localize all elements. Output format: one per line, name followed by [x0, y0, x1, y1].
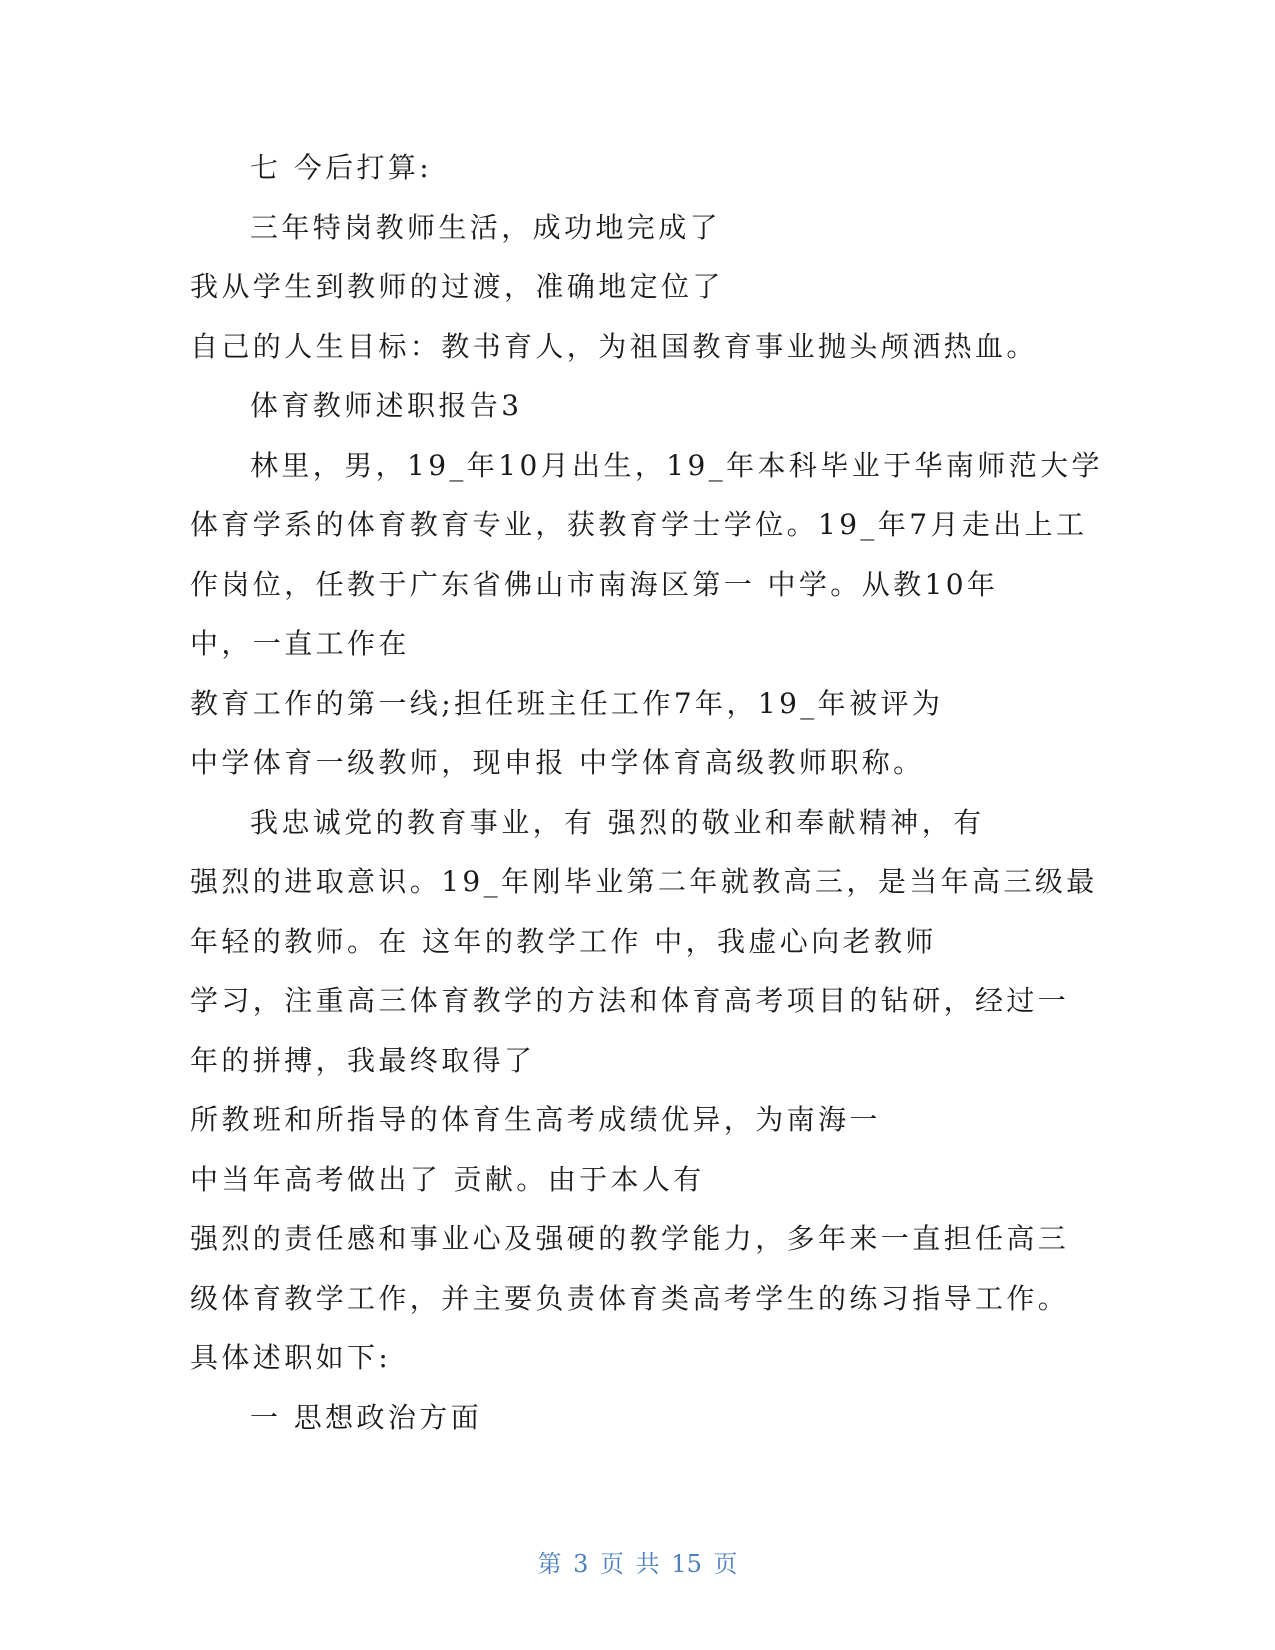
- section-heading-future-plans: 七 今后打算:: [250, 151, 433, 184]
- page-number-footer: 第 3 页 共 15 页: [537, 1550, 738, 1578]
- paragraph-line: 三年特岗教师生活，成功地完成了: [250, 210, 722, 244]
- paragraph-line: 教育工作的第一线;担任班主任工作7年，19_年被评为: [190, 686, 944, 720]
- paragraph-line: 年的拼搏，我最终取得了: [190, 1043, 536, 1077]
- section-heading-political: 一 思想政治方面: [250, 1400, 483, 1434]
- paragraph-line: 级体育教学工作，并主要负责体育类高考学生的练习指导工作。: [190, 1281, 1070, 1315]
- paragraph-line: 年轻的教师。在 这年的教学工作 中，我虚心向老教师: [190, 924, 937, 958]
- paragraph-line: 体育学系的体育教育专业，获教育学士学位。19_年7月走出上工: [190, 508, 1088, 541]
- paragraph-line: 中学体育一级教师，现申报 中学体育高级教师职称。: [190, 746, 925, 779]
- paragraph-line: 中，一直工作在: [190, 627, 410, 660]
- paragraph-line: 林里，男，19_年10月出生，19_年本科毕业于华南师范大学: [250, 448, 1103, 482]
- paragraph-line: 中当年高考做出了 贡献。由于本人有: [190, 1162, 705, 1196]
- paragraph-line: 作岗位，任教于广东省佛山市南海区第一 中学。从教10年: [190, 567, 999, 601]
- paragraph-line: 所教班和所指导的体育生高考成绩优异，为南海一: [190, 1103, 881, 1136]
- paragraph-line: 强烈的进取意识。19_年刚毕业第二年就教高三，是当年高三级最: [190, 865, 1098, 898]
- paragraph-line: 强烈的责任感和事业心及强硬的教学能力，多年来一直担任高三: [190, 1222, 1070, 1255]
- paragraph-line: 我忠诚党的教育事业，有 强烈的敬业和奉献精神，有: [250, 805, 985, 839]
- document-body: [190, 148, 1103, 1457]
- paragraph-line: 我从学生到教师的过渡，准确地定位了: [190, 270, 724, 303]
- paragraph-line: 自己的人生目标：教书育人，为祖国教育事业抛头颅洒热血。: [190, 329, 1038, 363]
- paragraph-line: 学习，注重高三体育教学的方法和体育高考项目的钻研，经过一: [190, 984, 1070, 1017]
- paragraph-line: 具体述职如下:: [190, 1341, 392, 1374]
- report-title: 体育教师述职报告3: [250, 389, 523, 422]
